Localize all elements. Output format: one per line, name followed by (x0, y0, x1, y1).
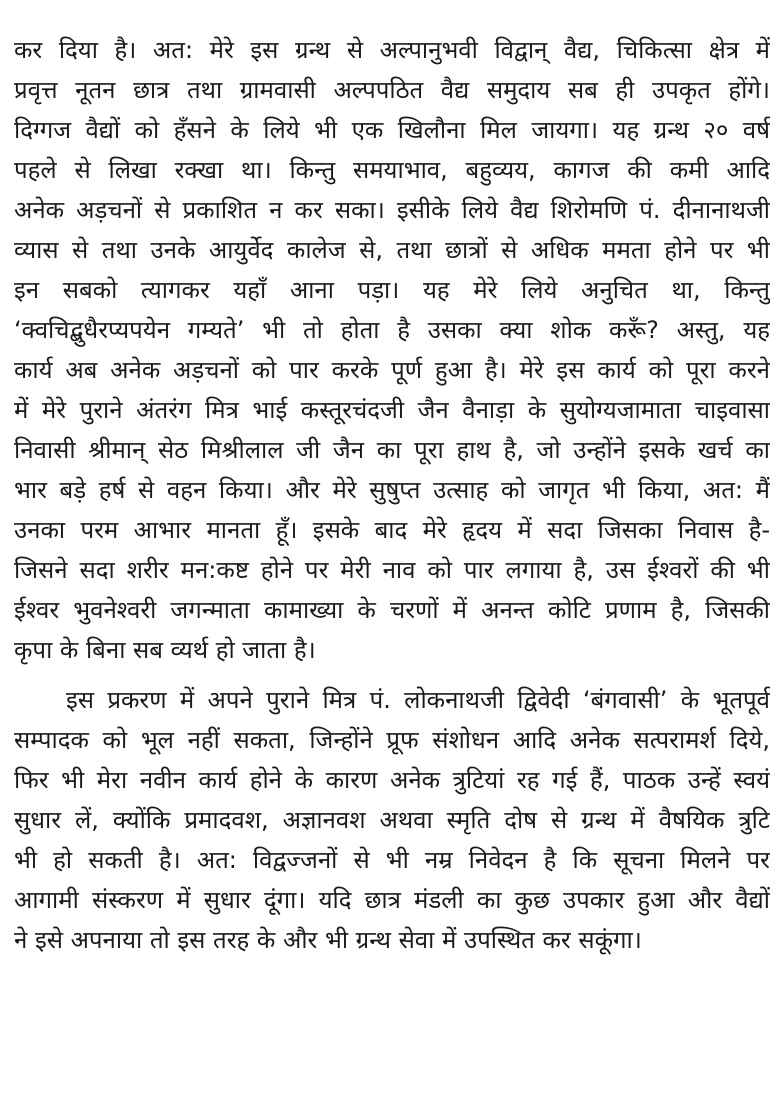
text-line: भी हो सकती है। अत: विद्वज्जनों से भी नम्र निवेदन है कि सूचना मिलने पर (14, 846, 770, 874)
text-line: सुधार लें, क्योंकि प्रमादवश, अज्ञानवश अथवा स्मृति दोष से ग्रन्थ में वैषयिक त्रुटि (14, 806, 770, 834)
text-line: भार बड़े हर्ष से वहन किया। और मेरे सुषुप्त उत्साह को जागृत भी किया, अत: मैं (14, 476, 770, 504)
text-line: व्यास से तथा उनके आयुर्वेद कालेज से, तथा छात्रों से अधिक ममता होने पर भी (14, 236, 770, 264)
text-line: सम्पादक को भूल नहीं सकता, जिन्होंने प्रूफ संशोधन आदि अनेक सत्परामर्श दिये, (14, 726, 770, 754)
text-line: दिग्गज वैद्यों को हँसने के लिये भी एक खिलौना मिल जायगा। यह ग्रन्थ २० वर्ष (14, 116, 770, 144)
text-line: उनका परम आभार मानता हूँ। इसके बाद मेरे हृदय में सदा जिसका निवास है- (14, 516, 770, 544)
text-line: कर दिया है। अत: मेरे इस ग्रन्थ से अल्पानुभवी विद्वान् वैद्य, चिकित्सा क्षेत्र में (14, 36, 770, 64)
text-line: जिसने सदा शरीर मन:कष्ट होने पर मेरी नाव को पार लगाया है, उस ईश्वरों की भी (14, 556, 770, 584)
text-line: पहले से लिखा रक्खा था। किन्तु समयाभाव, बहुव्यय, कागज की कमी आदि (14, 156, 770, 184)
text-line: प्रवृत्त नूतन छात्र तथा ग्रामवासी अल्पपठित वैद्य समुदाय सब ही उपकृत होंगे। (14, 76, 770, 104)
paragraph-1 (14, 30, 770, 670)
document-page (14, 30, 770, 960)
text-line: निवासी श्रीमान् सेठ मिश्रीलाल जी जैन का पूरा हाथ है, जो उन्होंने इसके खर्च का (14, 436, 770, 464)
text-line: कार्य अब अनेक अड़चनों को पार करके पूर्ण हुआ है। मेरे इस कार्य को पूरा करने (14, 356, 770, 384)
text-line: फिर भी मेरा नवीन कार्य होने के कारण अनेक त्रुटियां रह गई हैं, पाठक उन्हें स्वयं (14, 766, 770, 794)
text-line: अनेक अड़चनों से प्रकाशित न कर सका। इसीके लिये वैद्य शिरोमणि पं. दीनानाथजी (14, 196, 770, 224)
text-line: ‘क्वचिद्बुधैरप्यपयेन गम्यते’ भी तो होता है उसका क्या शोक करूँ? अस्तु, यह (14, 316, 770, 344)
text-line: ने इसे अपनाया तो इस तरह के और भी ग्रन्थ सेवा में उपस्थित कर सकूंगा। (14, 926, 642, 954)
text-line: इस प्रकरण में अपने पुराने मित्र पं. लोकनाथजी द्विवेदी ‘बंगवासी’ के भूतपूर्व (66, 686, 770, 714)
text-line: कृपा के बिना सब व्यर्थ हो जाता है। (14, 636, 316, 664)
text-line: ईश्वर भुवनेश्वरी जगन्माता कामाख्या के चरणों में अनन्त कोटि प्रणाम है, जिसकी (14, 596, 770, 624)
paragraph-2 (14, 680, 770, 960)
text-line: में मेरे पुराने अंतरंग मित्र भाई कस्तूरचंदजी जैन वैनाड़ा के सुयोग्यजामाता चाइवासा (14, 396, 770, 424)
text-line: आगामी संस्करण में सुधार दूंगा। यदि छात्र मंडली का कुछ उपकार हुआ और वैद्यों (14, 886, 770, 914)
text-line: इन सबको त्यागकर यहाँ आना पड़ा। यह मेरे लिये अनुचित था, किन्तु (14, 276, 770, 304)
